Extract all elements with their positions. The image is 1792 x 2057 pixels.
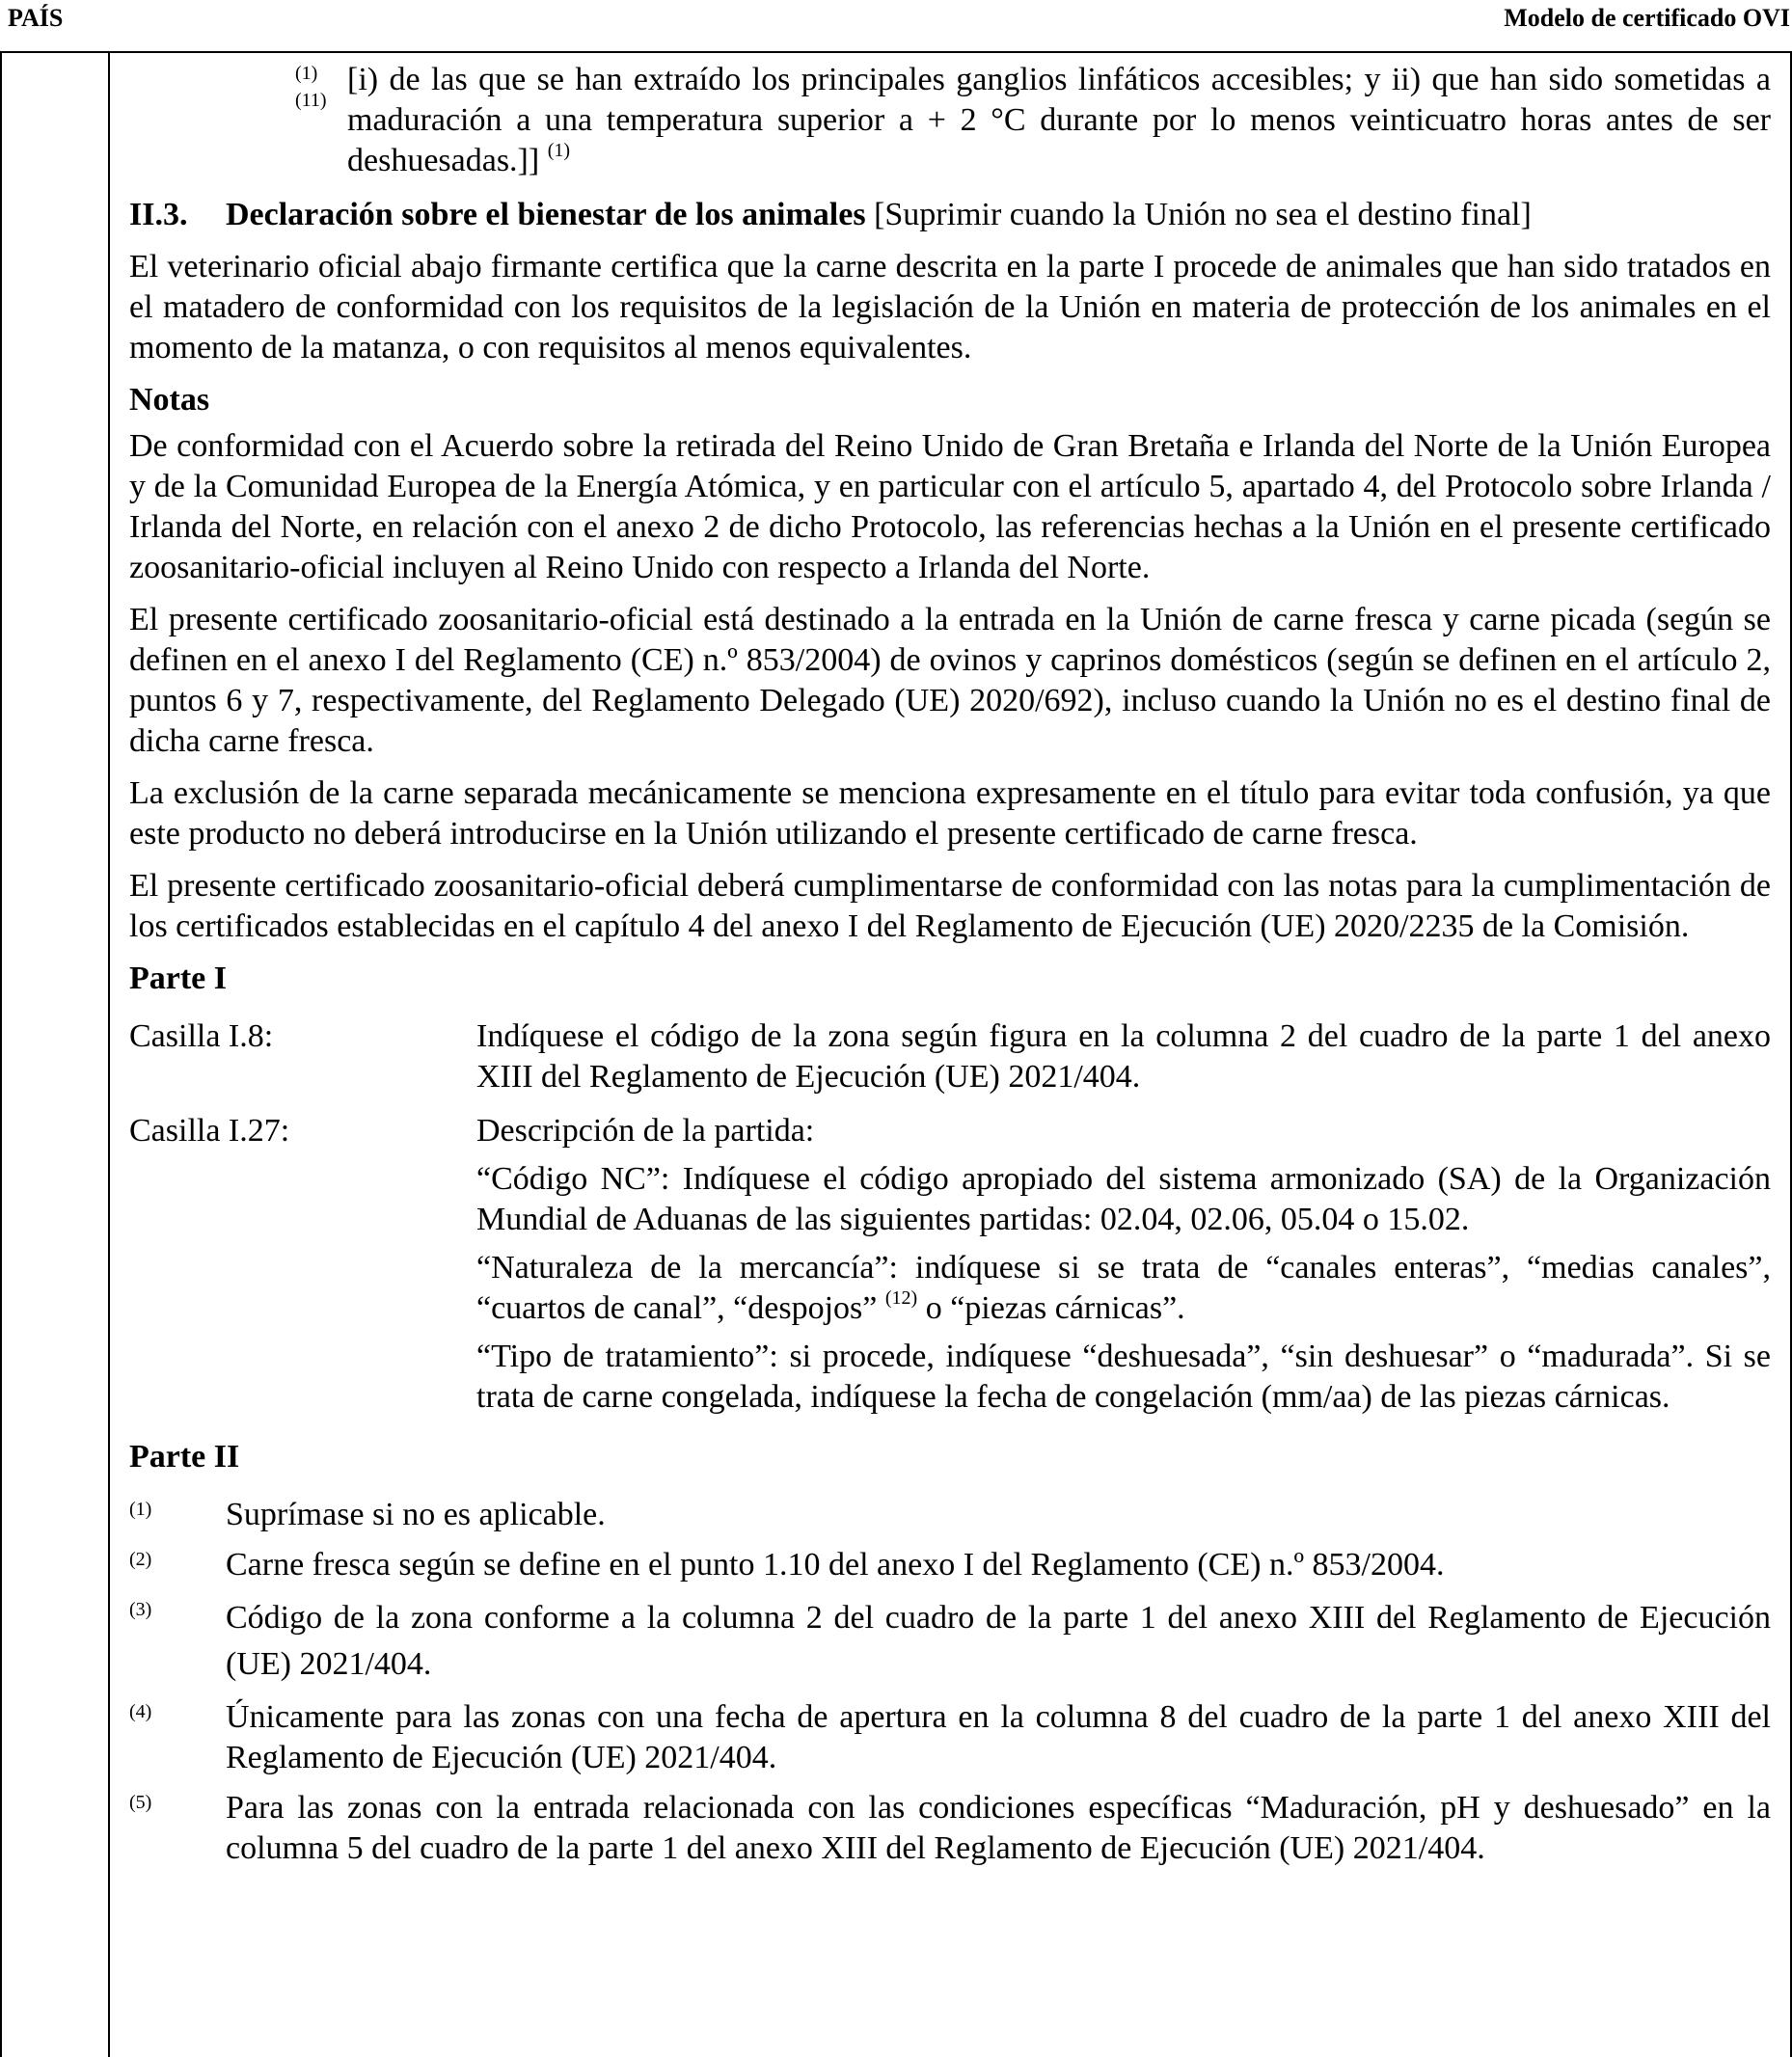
section-title-note: [Suprimir cuando la Unión no sea el destino final] (865, 197, 1532, 232)
footnote (129, 1495, 1771, 1535)
item-footnote-refs: (1) (11) (295, 63, 327, 111)
notas-paragraph: El presente certificado zoosanitario-oficial deberá cumplimentarse de conformidad con las notas para la cumplimentación de los certificados establecidas en el capítulo 4 del anexo I del Reglamento de Ejecución (UE) 2020/2235 de la Comisión. (129, 868, 1771, 944)
footnote-text: Para las zonas con la entrada relacionada con las condiciones específicas “Maduración, pH y deshuesado” en la columna 5 del cuadro de la parte 1 del anexo XIII del Reglamento de Ejecución (UE) 2021/404. (226, 1790, 1771, 1866)
section-title-bold: Declaración sobre el bienestar de los animales (226, 197, 866, 232)
header-country: PAÍS (8, 4, 64, 32)
naturaleza-text-a: “Naturaleza de la mercancía”: indíquese si se trata de “canales enteras”, “medias canales”, “cuartos de canal”, “despojos” (476, 1250, 1771, 1326)
certificate-body (129, 60, 1771, 1879)
margin-column-border (108, 52, 110, 2057)
footnote-text: Código de la zona conforme a la columna 2 del cuadro de la parte 1 del anexo XIII del Reglamento de Ejecución (UE) 2021/404. (226, 1600, 1771, 1682)
section-number: II.3. (129, 197, 188, 232)
footnote-number: (5) (129, 1792, 152, 1813)
continued-item (295, 60, 1771, 181)
header-rule (0, 51, 1792, 53)
tratamiento-text: “Tipo de tratamiento”: si procede, indíquese “deshuesada”, “sin deshuesar” o “madurada”. Si se trata de carne congelada, indíquese la fecha de congelación (mm/aa) de las piezas cárnicas. (476, 1339, 1771, 1415)
casilla-label: Casilla I.8: (129, 1018, 274, 1054)
naturaleza-text-b: o “piezas cárnicas”. (917, 1290, 1185, 1326)
codigo-nc-text: “Código NC”: Indíquese el código apropiado del sistema armonizado (SA) de la Organización Mundial de Aduanas de las siguientes partidas: 02.04, 02.06, 05.04 o 15.02. (476, 1161, 1771, 1237)
footnote-text: Suprímase si no es aplicable. (226, 1497, 606, 1532)
left-border (0, 52, 2, 2057)
item-text (347, 60, 1771, 181)
parte-i-heading: Parte I (129, 961, 228, 996)
notas-paragraph: De conformidad con el Acuerdo sobre la retirada del Reino Unido de Gran Bretaña e Irlanda del Norte de la Unión Europea y de la Comunidad Europea de la Energía Atómica, y en particular con el artículo 5, apartado 4, del Protocolo sobre Irlanda / Irlanda del Norte, en relación con el anexo 2 de dicho Protocolo, las referencias hechas a la Unión en el presente certificado zoosanitario-oficial incluyen al Reino Unido con respecto a Irlanda del Norte. (129, 428, 1771, 585)
footnote (129, 1697, 1771, 1778)
notas-paragraph: La exclusión de la carne separada mecánicamente se menciona expresamente en el título para evitar toda confusión, ya que este producto no deberá introducirse en la Unión utilizando el presente certificado de carne fresca. (129, 775, 1771, 852)
naturaleza-footnote-ref: (12) (884, 1287, 918, 1309)
parte-ii-heading: Parte II (129, 1439, 240, 1475)
footnote (129, 1595, 1771, 1688)
footnote-number: (4) (129, 1701, 152, 1722)
casilla-intro: Descripción de la partida: (476, 1113, 815, 1149)
notas-paragraph: El presente certificado zoosanitario-oficial está destinado a la entrada en la Unión de carne fresca y carne picada (según se definen en el anexo I del Reglamento (CE) n.º 853/2004) de ovinos y caprinos domésticos (según se definen en el artículo 2, puntos 6 y 7, respectivamente, del Reglamento Delegado (UE) 2020/692), incluso cuando la Unión no es el destino final de dicha carne fresca. (129, 602, 1771, 759)
casilla-label: Casilla I.27: (129, 1113, 290, 1149)
casilla-body (476, 1111, 1771, 1425)
casilla-text: Indíquese el código de la zona según figura en la columna 2 del cuadro de la parte 1 del anexo XIII del Reglamento de Ejecución (UE) 2021/404. (476, 1018, 1771, 1095)
footnote-number: (3) (129, 1599, 152, 1620)
footnote-number: (1) (129, 1499, 152, 1520)
item-text-main: [i) de las que se han extraído los principales ganglios linfáticos accesibles; y ii) que han sido sometidas a maduración a una temperatura superior a + 2 °C durante por lo menos veinticuatro horas antes de ser deshuesadas.]] (347, 62, 1771, 178)
casilla-i27 (129, 1111, 1771, 1425)
casilla-i8 (129, 1016, 1771, 1105)
naturaleza-text (476, 1248, 1771, 1329)
item-text-footnote-ref: (1) (547, 140, 571, 161)
header-model-title: Modelo de certificado OVI (1504, 4, 1790, 32)
section-ii3-paragraph: El veterinario oficial abajo firmante certifica que la carne descrita en la parte I procede de animales que han sido tratados en el matadero de conformidad con los requisitos de la legislación de la Unión en materia de protección de los animales en el momento de la matanza, o con requisitos al menos equivalentes. (129, 249, 1771, 365)
section-title (226, 195, 1532, 235)
casilla-body (476, 1016, 1771, 1105)
footnote-text: Únicamente para las zonas con una fecha de apertura en la columna 8 del cuadro de la parte 1 del anexo XIII del Reglamento de Ejecución (UE) 2021/404. (226, 1699, 1771, 1775)
footnote (129, 1545, 1771, 1585)
footnote-number: (2) (129, 1549, 152, 1570)
footnote-text: Carne fresca según se define en el punto 1.10 del anexo I del Reglamento (CE) n.º 853/2004. (226, 1547, 1445, 1583)
section-ii3-heading (129, 195, 1771, 235)
footnote (129, 1788, 1771, 1869)
notas-heading: Notas (129, 382, 210, 418)
